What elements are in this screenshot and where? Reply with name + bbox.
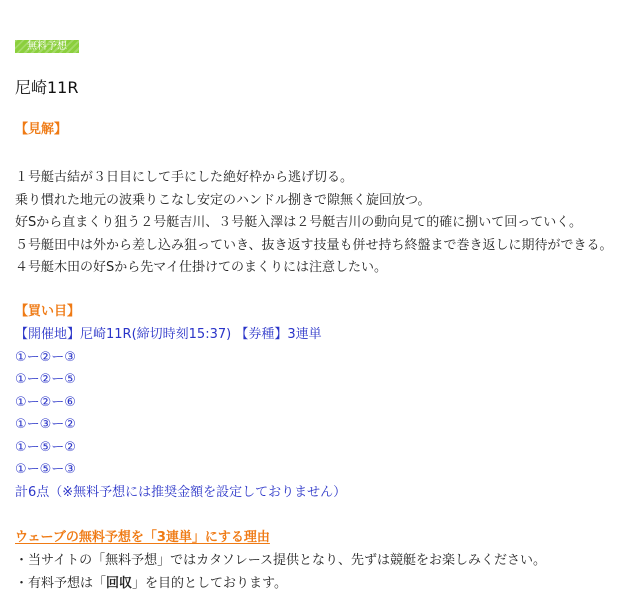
reason-line-2 xyxy=(15,575,287,593)
view-line-5: ４号艇木田の好Sから先マイ仕掛けてのまくりには注意したい。 xyxy=(15,260,387,275)
reason-line-2-suffix: 」を目的としております。 xyxy=(132,576,287,591)
bet-combo-6: ①ー⑤ー③ xyxy=(15,462,76,477)
reason-line-2-prefix: ・有料予想は「 xyxy=(15,576,107,591)
bet-combo-1: ①ー②ー③ xyxy=(15,350,76,365)
view-line-2: 乗り慣れた地元の波乗りこなし安定のハンドル捌きで隙無く旋回放つ。 xyxy=(15,193,431,208)
view-line-4: ５号艇田中は外から差し込み狙っていき、抜き返す技量も併せ持ち終盤まで巻き返しに期待ができる。 xyxy=(15,238,613,253)
bet-combo-2: ①ー②ー⑤ xyxy=(15,372,76,387)
reason-line-2-bold: 回収 xyxy=(106,576,133,591)
bets-total: 計6点（※無料予想には推奨金額を設定しておりません） xyxy=(15,485,347,500)
bet-combo-4: ①ー③ー② xyxy=(15,417,76,432)
view-line-1: １号艇古結が３日目にして手にした絶好枠から逃げ切る。 xyxy=(15,170,354,185)
view-heading: 【見解】 xyxy=(15,122,68,137)
view-line-3: 好Sから直まくり狙う２号艇吉川、３号艇入澤は２号艇吉川の動向見て的確に捌いて回っていく。 xyxy=(15,215,582,230)
bets-info-line: 【開催地】尼崎11R(締切時刻15:37) 【券種】3連単 xyxy=(15,327,322,342)
free-prediction-badge: 無料予想 xyxy=(15,40,79,53)
reason-heading: ウェーブの無料予想を「3連単」にする理由 xyxy=(15,530,270,545)
bet-combo-3: ①ー②ー⑥ xyxy=(15,395,76,410)
bet-combo-5: ①ー⑤ー② xyxy=(15,440,76,455)
race-title: 尼崎11R xyxy=(15,78,79,97)
bets-heading: 【買い目】 xyxy=(15,304,81,319)
reason-line-1: ・当サイトの「無料予想」ではカタソレース提供となり、先ずは競艇をお楽しみください。 xyxy=(15,553,547,568)
